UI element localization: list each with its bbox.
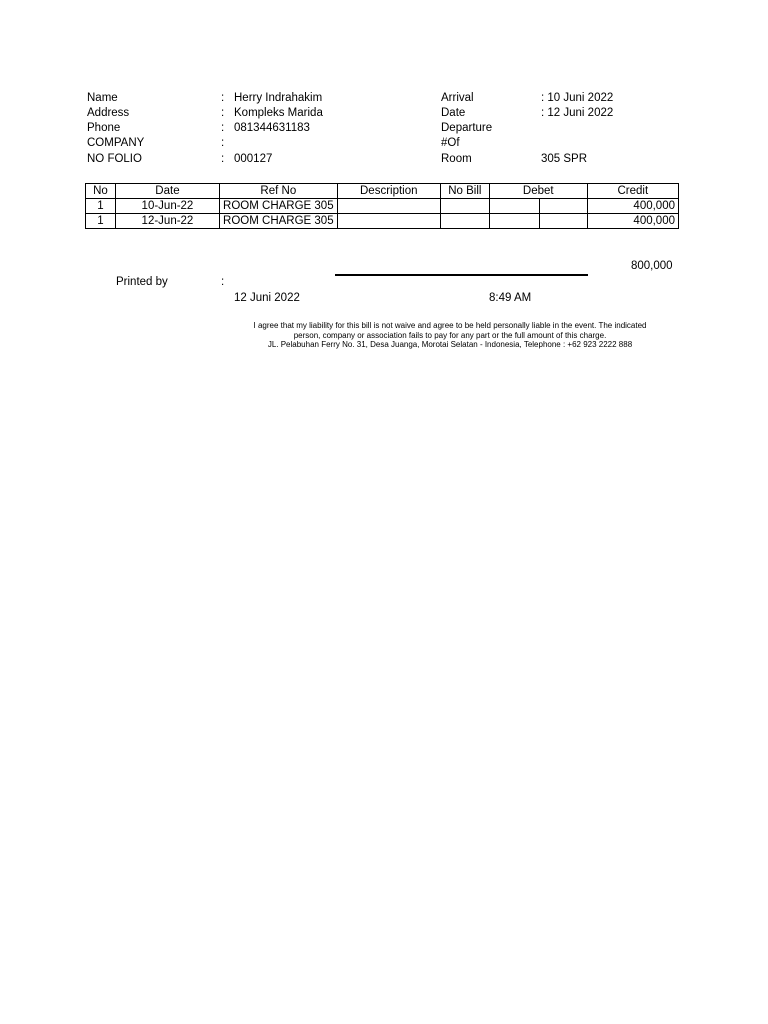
col-header-description: Description <box>337 184 440 199</box>
col-header-date: Date <box>115 184 219 199</box>
col-header-credit: Credit <box>587 184 678 199</box>
phone-label: Phone <box>87 122 121 134</box>
folio-colon: : <box>221 153 225 165</box>
disclaimer-line-2: person, company or association fails to pay for any part or the full amount of this charge. <box>293 330 607 340</box>
company-label: COMPANY <box>87 137 145 149</box>
printed-time: 8:49 AM <box>489 292 532 304</box>
printed-date: 12 Juni 2022 <box>234 292 300 304</box>
cell-date: 10-Jun-22 <box>115 199 219 214</box>
folio-label: NO FOLIO <box>87 153 142 165</box>
cell-description <box>337 199 440 214</box>
name-colon: : <box>221 92 225 104</box>
disclaimer-line-1: I agree that my liability for this bill is not waive and agree to be held personally liable in the event. The indicated <box>253 321 647 330</box>
of-label: #Of <box>441 137 460 149</box>
cell-date: 12-Jun-22 <box>115 214 219 229</box>
col-header-debet: Debet <box>489 184 587 199</box>
cell-credit: 400,000 <box>587 214 678 229</box>
name-label: Name <box>87 92 118 104</box>
cell-debet-b <box>540 199 587 214</box>
arrival-label: Arrival <box>441 92 474 104</box>
folio-value: 000127 <box>234 153 273 165</box>
date-label: Date <box>441 107 466 119</box>
bill-table <box>85 183 679 229</box>
cell-no: 1 <box>86 199 116 214</box>
cell-debet-b <box>540 214 587 229</box>
cell-ref-no: ROOM CHARGE 305 <box>220 199 338 214</box>
cell-description <box>337 214 440 229</box>
table-row <box>86 214 679 229</box>
cell-ref-no: ROOM CHARGE 305 <box>220 214 338 229</box>
printed-by-colon: : <box>221 276 225 288</box>
total-amount: 800,000 <box>631 260 673 272</box>
table-row <box>86 199 679 214</box>
cell-debet-a <box>489 214 539 229</box>
cell-credit: 400,000 <box>587 199 678 214</box>
address-value: Kompleks Marida <box>234 107 323 119</box>
cell-debet-a <box>489 199 539 214</box>
cell-no-bill <box>440 214 489 229</box>
address-line: JL. Pelabuhan Ferry No. 31, Desa Juanga, Morotai Selatan - Indonesia, Telephone : +62 923 2222 888 <box>267 340 633 349</box>
company-colon: : <box>221 137 225 149</box>
cell-no: 1 <box>86 214 116 229</box>
phone-value: 081344631183 <box>234 122 310 134</box>
date-value: : 12 Juni 2022 <box>541 107 614 119</box>
address-colon: : <box>221 107 225 119</box>
col-header-no-bill: No Bill <box>440 184 489 199</box>
footer-disclaimer <box>222 321 678 350</box>
arrival-value: : 10 Juni 2022 <box>541 92 614 104</box>
departure-label: Departure <box>441 122 493 134</box>
phone-colon: : <box>221 122 225 134</box>
printed-by-label: Printed by <box>116 276 168 288</box>
cell-no-bill <box>440 199 489 214</box>
table-header-row <box>86 184 679 199</box>
signature-line <box>335 274 588 276</box>
col-header-no: No <box>86 184 116 199</box>
address-label: Address <box>87 107 130 119</box>
room-value: 305 SPR <box>541 153 588 165</box>
name-value: Herry Indrahakim <box>234 92 323 104</box>
room-label: Room <box>441 153 472 165</box>
col-header-ref-no: Ref No <box>220 184 338 199</box>
